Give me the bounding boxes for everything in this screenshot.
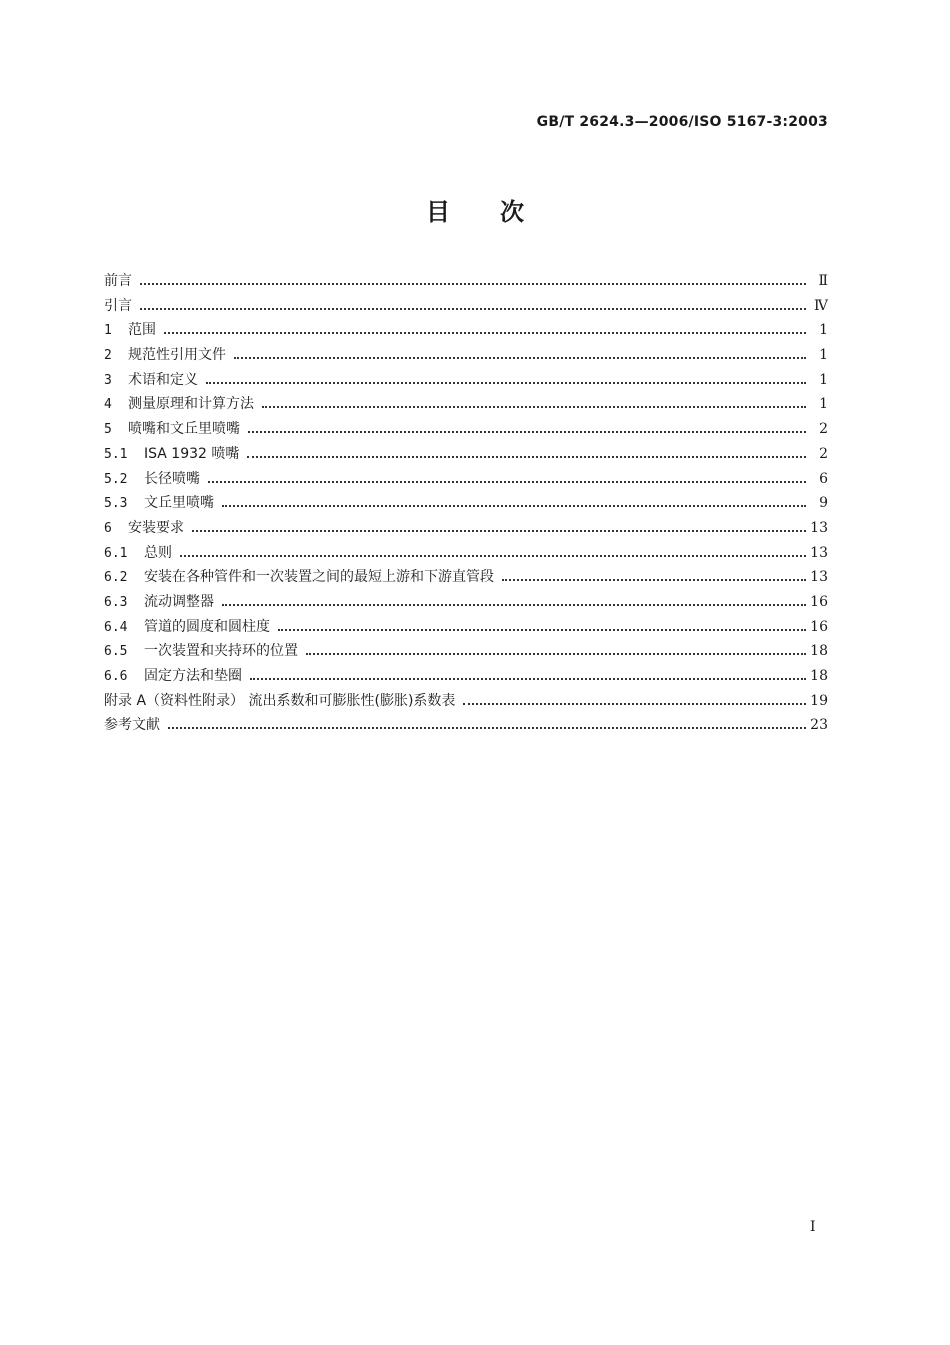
toc-leader-dots — [208, 481, 806, 483]
toc-leader-dots — [306, 653, 806, 655]
toc-entry-number: 5.1 — [104, 446, 128, 462]
toc-entry-label: 管道的圆度和圆柱度 — [144, 618, 270, 635]
toc-entry[interactable] — [104, 295, 828, 320]
toc-entry-page: 2 — [819, 421, 828, 438]
toc-entry-page: 13 — [810, 519, 828, 536]
toc-leader-dots — [222, 505, 806, 507]
toc-entry[interactable] — [104, 443, 828, 468]
toc-entry-page: 2 — [819, 445, 828, 462]
toc-entry-label: 范围 — [128, 322, 156, 339]
toc-entry-label: 喷嘴和文丘里喷嘴 — [128, 421, 240, 438]
toc-entry-number: 4 — [104, 397, 112, 413]
toc-entry[interactable] — [104, 616, 828, 641]
toc-entry[interactable] — [104, 393, 828, 418]
toc-entry-number: 6 — [104, 520, 112, 536]
toc-entry[interactable] — [104, 714, 828, 739]
toc-entry[interactable] — [104, 270, 828, 295]
toc-entry-page: 13 — [810, 544, 828, 561]
toc-entry-page: Ⅱ — [818, 273, 828, 289]
toc-entry-page: 1 — [819, 347, 828, 364]
toc-entry-label: 规范性引用文件 — [128, 347, 226, 364]
toc-entry-label: 固定方法和垫圈 — [144, 668, 242, 684]
toc-entry-number: 6.4 — [104, 619, 128, 635]
toc-entry-label: 安装在各种管件和一次装置之间的最短上游和下游直管段 — [144, 569, 494, 586]
toc-entry-label: 参考文献 — [104, 717, 160, 734]
toc-leader-dots — [463, 703, 806, 705]
toc-leader-dots — [222, 604, 806, 606]
toc-entry-number: 6.1 — [104, 545, 128, 561]
toc-entry[interactable] — [104, 665, 828, 690]
toc-entry-page: 13 — [810, 569, 828, 586]
toc-leader-dots — [140, 283, 806, 285]
toc-entry-label: 引言 — [104, 297, 132, 314]
toc-entry-page: 6 — [819, 470, 828, 487]
toc-entry-page: 18 — [810, 668, 828, 684]
toc-entry-number: 1 — [104, 323, 112, 339]
toc-entry-page: 19 — [810, 692, 828, 709]
toc-entry-page: 18 — [810, 643, 828, 660]
title-char-2: 次 — [500, 198, 524, 226]
toc-leader-dots — [164, 332, 806, 334]
toc-entry-number: 5.3 — [104, 496, 128, 512]
toc-entry-page: Ⅳ — [814, 297, 828, 314]
page-title — [0, 192, 950, 227]
toc-leader-dots — [502, 579, 806, 581]
toc-entry-label: 文丘里喷嘴 — [144, 495, 214, 512]
toc-entry-page: 16 — [810, 618, 828, 635]
toc-entry-label: ISA 1932 喷嘴 — [144, 445, 240, 462]
toc-entry[interactable] — [104, 690, 828, 715]
toc-entry[interactable] — [104, 566, 828, 591]
toc-leader-dots — [262, 406, 806, 408]
toc-leader-dots — [168, 727, 806, 729]
title-char-1: 目 — [426, 198, 450, 226]
toc-entry-page: 1 — [819, 371, 828, 388]
toc-entry-number: 6.6 — [104, 669, 128, 684]
toc-entry-page: 23 — [810, 717, 828, 734]
toc-entry-page: 16 — [810, 593, 828, 610]
toc-leader-dots — [180, 555, 806, 557]
toc-leader-dots — [247, 456, 806, 458]
toc-entry-label: 安装要求 — [128, 519, 184, 536]
toc-entry-label: 附录 A（资料性附录） 流出系数和可膨胀性(膨胀)系数表 — [104, 692, 456, 709]
toc-leader-dots — [248, 431, 806, 433]
toc-leader-dots — [140, 308, 806, 310]
toc-entry-page: 9 — [819, 495, 828, 512]
page-number: I — [810, 1219, 816, 1235]
toc-entry[interactable] — [104, 517, 828, 542]
toc-entry-number: 6.5 — [104, 644, 128, 660]
toc-entry-label: 术语和定义 — [128, 371, 198, 388]
toc-entry[interactable] — [104, 542, 828, 567]
standard-number: GB/T 2624.3—2006/ISO 5167-3:2003 — [536, 114, 828, 130]
toc-entry-number: 2 — [104, 348, 112, 364]
toc-leader-dots — [250, 678, 806, 680]
toc-entry-number: 3 — [104, 372, 112, 388]
toc-entry-label: 总则 — [144, 544, 172, 561]
toc-entry-page: 1 — [819, 322, 828, 339]
toc-entry[interactable] — [104, 418, 828, 443]
toc-leader-dots — [192, 530, 806, 532]
toc-entry[interactable] — [104, 492, 828, 517]
toc-entry-label: 长径喷嘴 — [144, 470, 200, 487]
toc-leader-dots — [278, 629, 806, 631]
toc-entry-number: 6.3 — [104, 594, 128, 610]
toc-entry-number: 5.2 — [104, 471, 128, 487]
toc-leader-dots — [206, 382, 806, 384]
toc-entry-page: 1 — [819, 396, 828, 413]
toc-entry-number: 6.2 — [104, 570, 128, 586]
toc-entry-number: 5 — [104, 422, 112, 438]
toc-entry[interactable] — [104, 369, 828, 394]
toc-entry-label: 测量原理和计算方法 — [128, 396, 254, 413]
table-of-contents — [104, 270, 828, 739]
toc-entry-label: 流动调整器 — [144, 593, 214, 610]
toc-entry[interactable] — [104, 344, 828, 369]
toc-leader-dots — [234, 357, 806, 359]
toc-entry[interactable] — [104, 591, 828, 616]
toc-entry-label: 前言 — [104, 273, 132, 289]
toc-entry[interactable] — [104, 640, 828, 665]
toc-entry[interactable] — [104, 468, 828, 493]
toc-entry[interactable] — [104, 319, 828, 344]
toc-entry-label: 一次装置和夹持环的位置 — [144, 643, 298, 660]
